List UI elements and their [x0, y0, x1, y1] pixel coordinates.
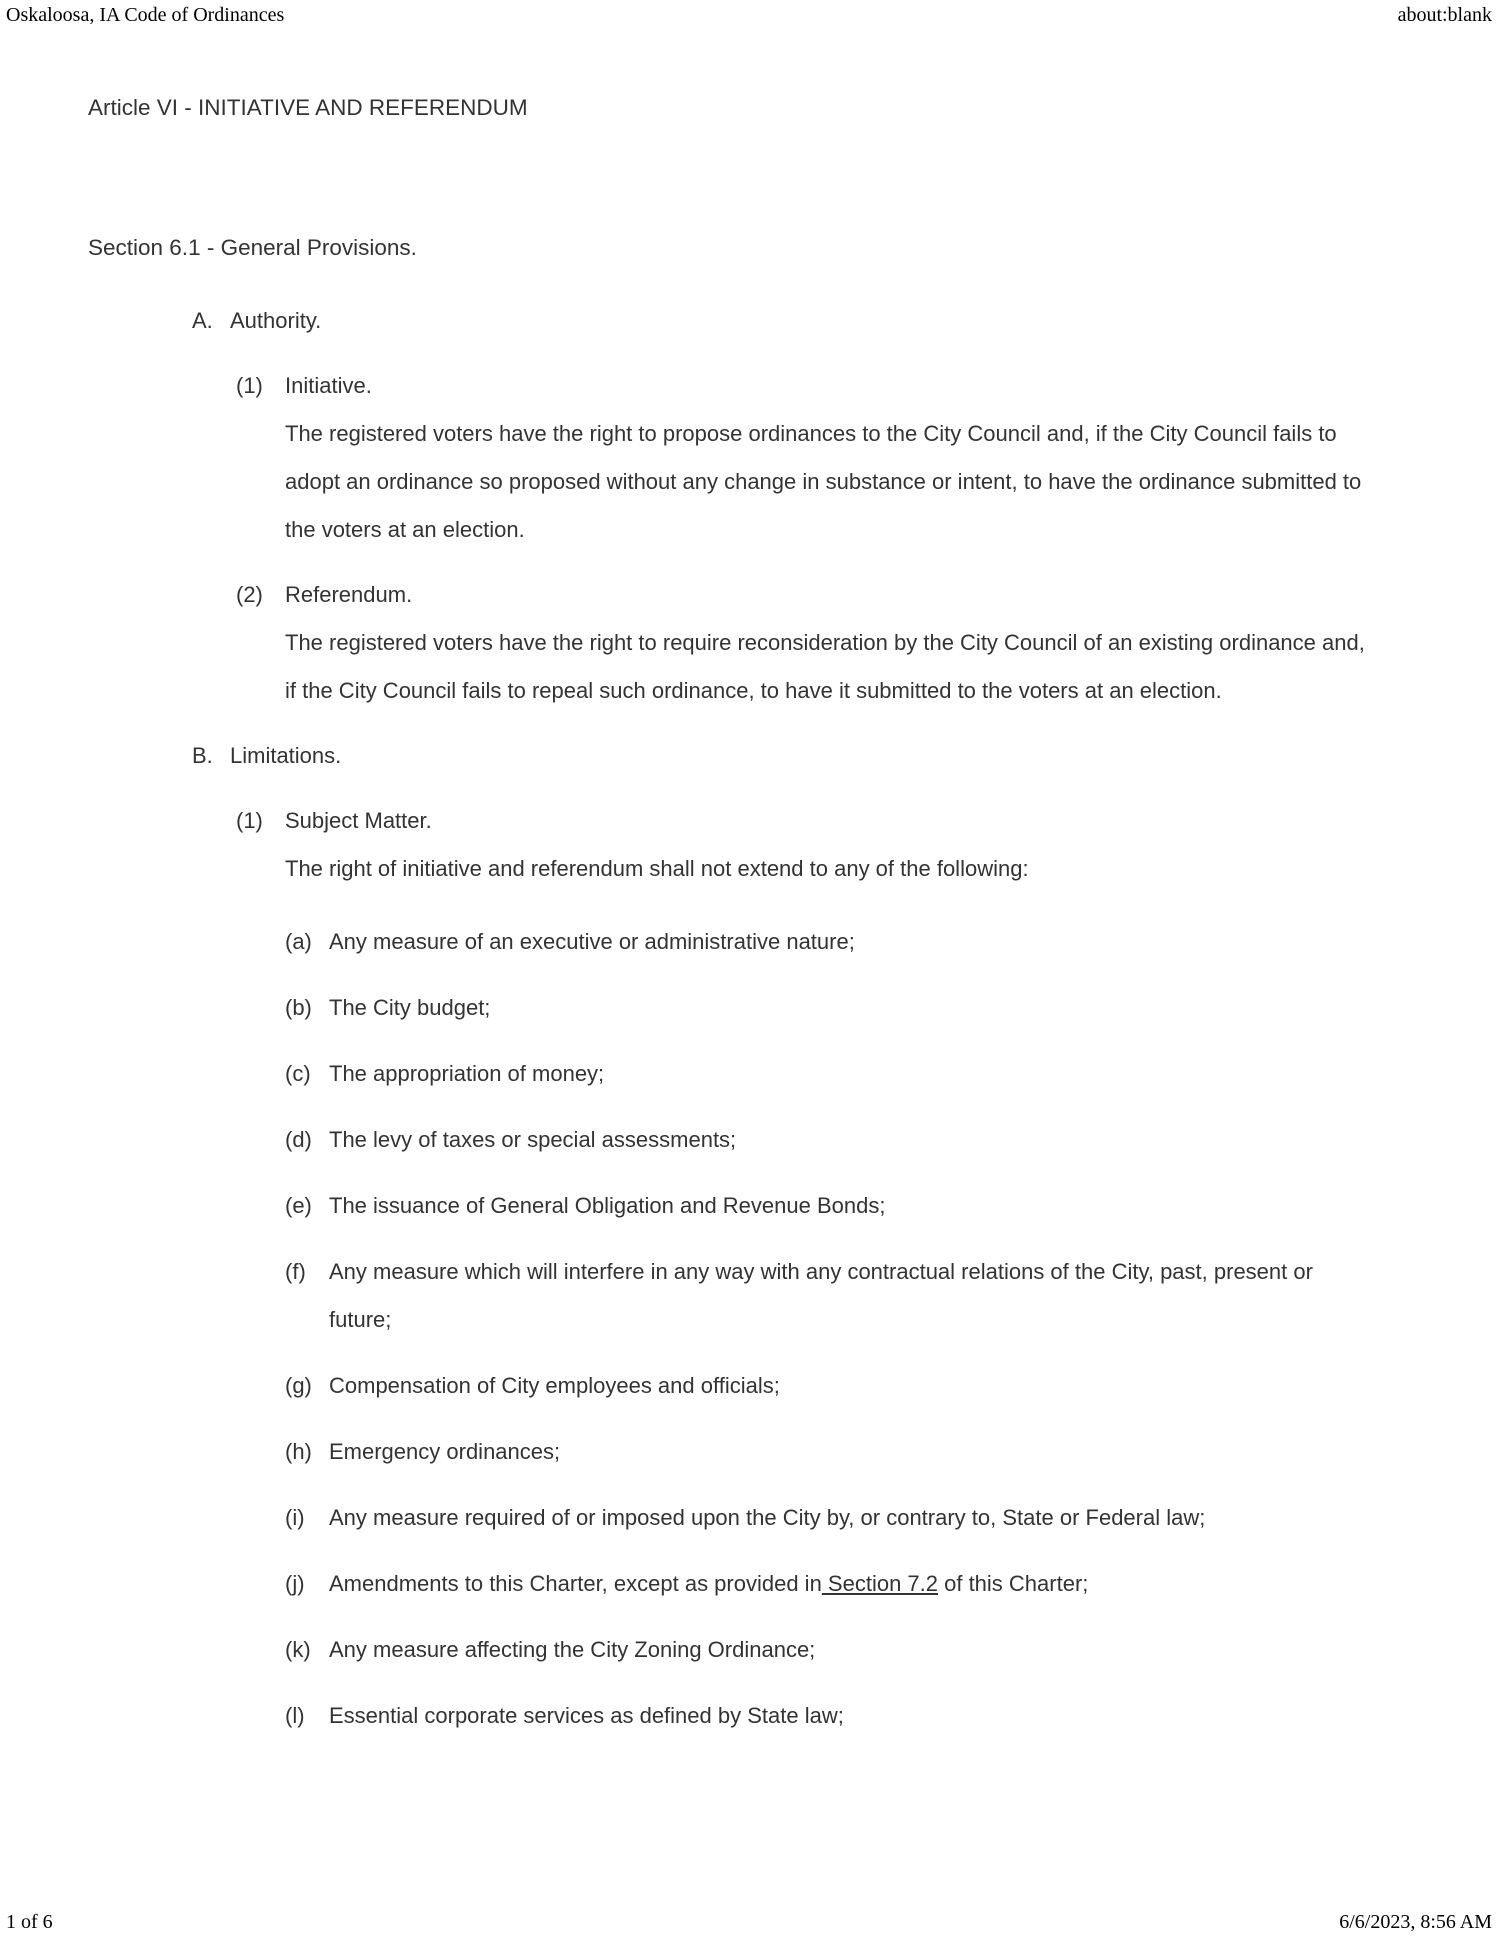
list-item-text: The appropriation of money; — [329, 1061, 605, 1086]
item-intro: The right of initiative and referendum shall not extend to any of the following: — [285, 856, 1029, 881]
list-item-text — [329, 1560, 1365, 1608]
list-item-text: Any measure of an executive or administrative nature; — [329, 929, 855, 954]
list-item-text: Any measure required of or imposed upon the City by, or contrary to, State or Federal law; — [329, 1505, 1206, 1530]
list-item-label: (i) — [285, 1505, 305, 1530]
list-item-label: (a) — [285, 929, 312, 954]
part-label: A. — [192, 308, 213, 333]
part-a — [88, 307, 1365, 715]
list-item-label: (g) — [285, 1373, 312, 1398]
list-item-text: The City budget; — [329, 995, 491, 1020]
item-body: The registered voters have the right to propose ordinances to the City Council and, if the City Council fails to adopt an ordinance so proposed without any change in substance or intent, to have the ordinance submitted to the voters at an election. — [285, 421, 1362, 542]
part-title: Authority. — [230, 308, 322, 333]
print-header-url: about:blank — [1397, 4, 1492, 26]
numbered-item-referendum — [236, 581, 1365, 715]
list-item-label: (d) — [285, 1127, 312, 1152]
numbered-item-subject-matter — [236, 807, 1365, 1740]
list-item — [285, 1116, 1365, 1164]
list-item-text: Any measure affecting the City Zoning Ordinance; — [329, 1637, 816, 1662]
list-item-label: (j) — [285, 1571, 305, 1596]
list-item-label: (h) — [285, 1439, 312, 1464]
list-item-text: The issuance of General Obligation and Revenue Bonds; — [329, 1193, 886, 1218]
article-title: Article VI - INITIATIVE AND REFERENDUM — [88, 95, 528, 120]
list-item — [285, 918, 1365, 966]
list-item-text: Emergency ordinances; — [329, 1439, 561, 1464]
item-body: The registered voters have the right to require reconsideration by the City Council of an existing ordinance and, if the City Council fails to repeal such ordinance, to have it submitted to the voters at an election. — [285, 630, 1365, 703]
list-item — [285, 1428, 1365, 1476]
list-item-text-before: Amendments to this Charter, except as provided in — [329, 1571, 822, 1596]
list-item-label: (f) — [285, 1259, 306, 1284]
part-label: B. — [192, 743, 213, 768]
part-b-heading — [192, 742, 1365, 770]
list-item-text-after: of this Charter; — [938, 1571, 1089, 1596]
print-header — [6, 4, 1492, 27]
list-item-text: Compensation of City employees and officials; — [329, 1373, 780, 1398]
list-item — [285, 1248, 1365, 1344]
list-item-label: (k) — [285, 1637, 311, 1662]
list-item — [285, 1560, 1365, 1608]
numbered-item-heading — [236, 372, 1365, 400]
numbered-item-heading — [236, 581, 1365, 609]
list-item — [285, 1050, 1365, 1098]
item-label: (1) — [236, 808, 263, 833]
list-item-label: (e) — [285, 1193, 312, 1218]
list-item — [285, 1692, 1365, 1740]
print-date: 6/6/2023, 8:56 AM — [1339, 1911, 1492, 1933]
section-title: Section 6.1 - General Provisions. — [88, 235, 417, 260]
list-item-label: (c) — [285, 1061, 311, 1086]
list-item — [285, 1494, 1365, 1542]
list-item-label: (b) — [285, 995, 312, 1020]
list-item — [285, 984, 1365, 1032]
print-footer — [6, 1911, 1492, 1934]
part-title: Limitations. — [230, 743, 342, 768]
list-item — [285, 1626, 1365, 1674]
item-title: Initiative. — [285, 373, 372, 398]
item-title: Referendum. — [285, 582, 413, 607]
item-title: Subject Matter. — [285, 808, 432, 833]
numbered-item-initiative — [236, 372, 1365, 554]
list-item-text: The levy of taxes or special assessments; — [329, 1127, 737, 1152]
list-item-label: (l) — [285, 1703, 305, 1728]
numbered-item-heading — [236, 807, 1365, 835]
item-label: (2) — [236, 582, 263, 607]
page-number: 1 of 6 — [6, 1911, 53, 1933]
list-item — [285, 1362, 1365, 1410]
item-label: (1) — [236, 373, 263, 398]
list-item — [285, 1182, 1365, 1230]
list-item-text: Essential corporate services as defined by State law; — [329, 1703, 844, 1728]
list-item-text: Any measure which will interfere in any way with any contractual relations of the City, past, present or future; — [329, 1259, 1313, 1332]
part-a-heading — [192, 307, 1365, 335]
section-7-2-link[interactable]: Section 7.2 — [821, 1571, 938, 1596]
print-header-title: Oskaloosa, IA Code of Ordinances — [6, 4, 285, 26]
part-b — [88, 742, 1365, 1740]
